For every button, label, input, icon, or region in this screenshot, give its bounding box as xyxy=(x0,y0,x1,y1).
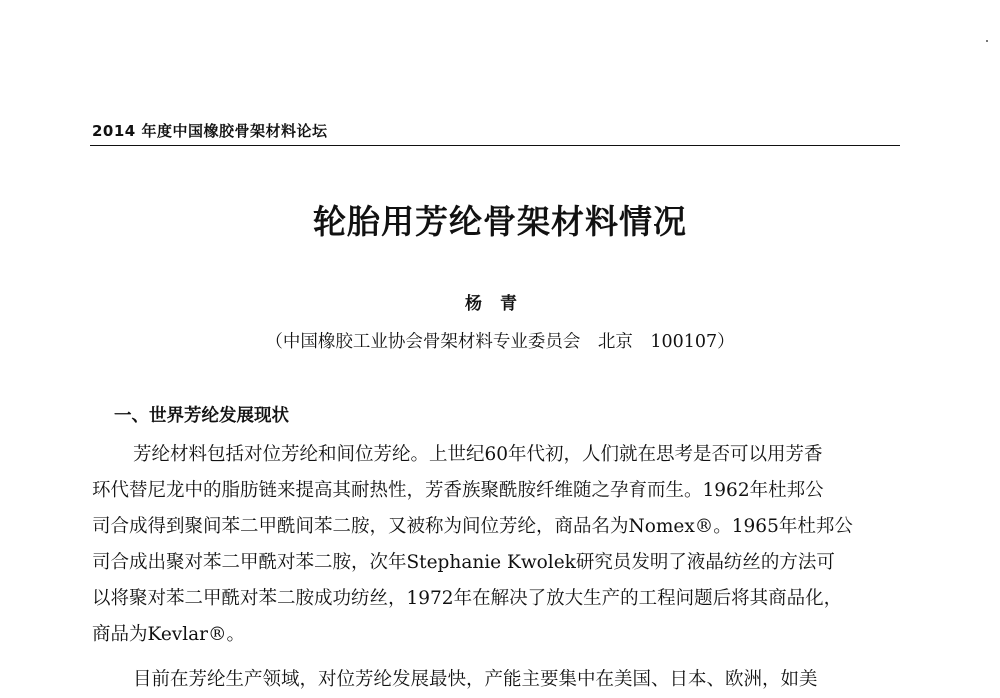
running-header: 2014 年度中国橡胶骨架材料论坛 xyxy=(92,122,328,140)
paragraph-line: 环代替尼龙中的脂肪链来提高其耐热性，芳香族聚酰胺纤维随之孕育而生。1962年杜邦公 xyxy=(92,480,824,501)
section-heading: 一、世界芳纶发展现状 xyxy=(114,406,289,426)
scan-speck xyxy=(986,40,988,42)
paragraph-line: 芳纶材料包括对位芳纶和间位芳纶。上世纪60年代初，人们就在思考是否可以用芳香 xyxy=(133,444,823,465)
header-rule xyxy=(90,145,900,146)
paragraph-gap xyxy=(92,653,902,662)
paragraph-line: 商品为Kevlar®。 xyxy=(92,624,246,645)
paragraph-line: 以将聚对苯二甲酰对苯二胺成功纺丝，1972年在解决了放大生产的工程问题后将其商品化， xyxy=(92,588,843,609)
paragraph-line: 司合成得到聚间苯二甲酰间苯二胺，又被称为间位芳纶，商品名为Nomex®。1965年杜邦公 xyxy=(92,516,853,537)
paragraph-line: 司合成出聚对苯二甲酰对苯二胺，次年Stephanie Kwolek研究员发明了液晶纺丝的方法可 xyxy=(92,552,835,573)
body-text xyxy=(92,437,902,698)
author-name: 杨青 xyxy=(465,294,535,314)
paper-title: 轮胎用芳纶骨架材料情况 xyxy=(313,202,687,241)
paragraph-line: 目前在芳纶生产领域，对位芳纶发展最快，产能主要集中在美国、日本、欧洲，如美 xyxy=(133,669,818,690)
author-affiliation: （中国橡胶工业协会骨架材料专业委员会 北京 100107） xyxy=(265,332,735,352)
